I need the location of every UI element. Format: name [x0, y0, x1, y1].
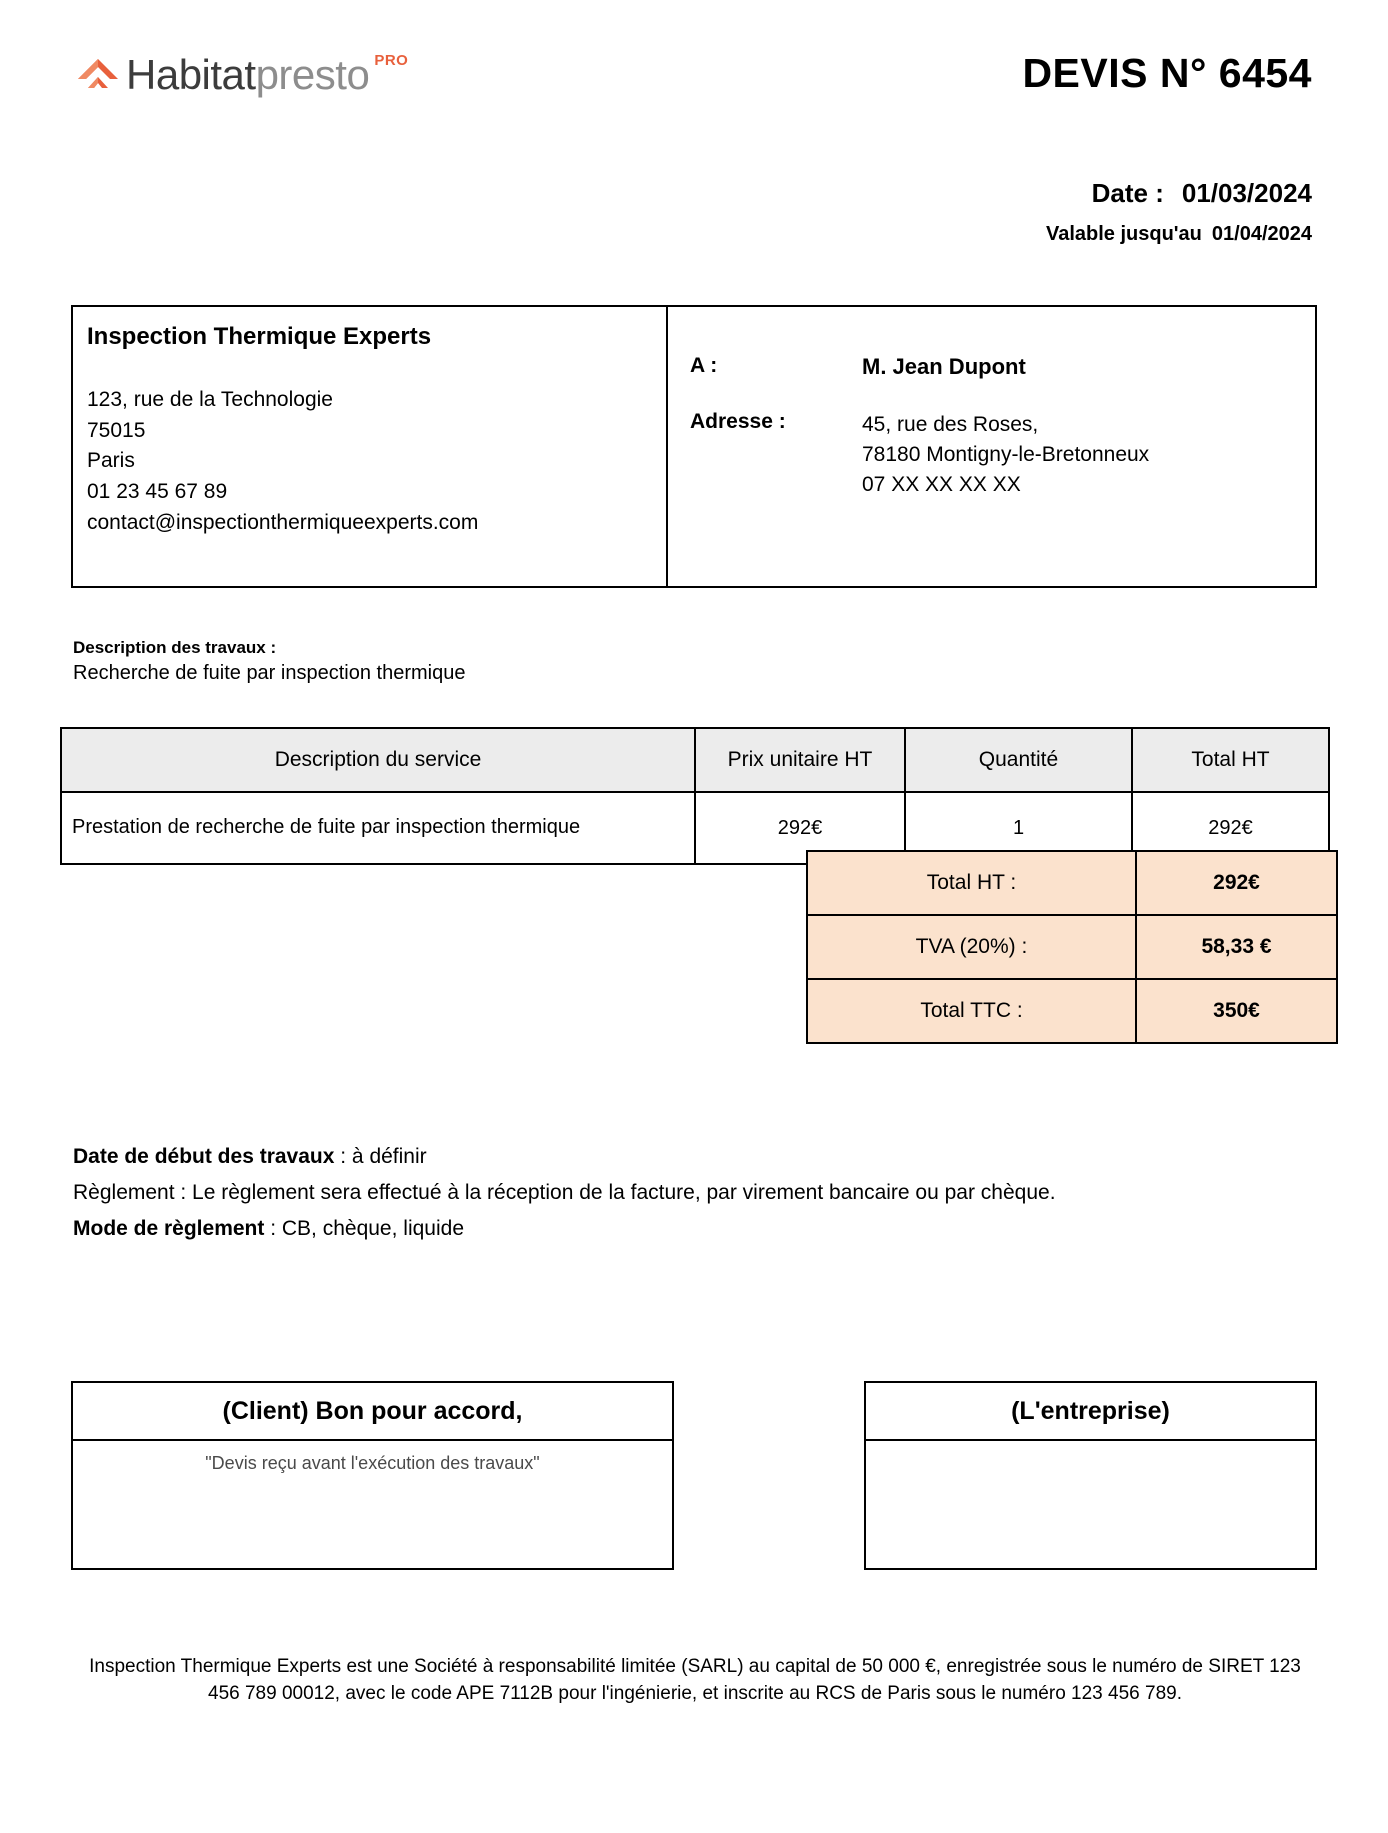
tva-row: [807, 915, 1337, 979]
client-signature-box[interactable]: [71, 1381, 674, 1570]
total-ht-label: Total HT :: [807, 851, 1136, 915]
client-phone: 07 XX XX XX XX: [862, 472, 1021, 496]
legal-footer: Inspection Thermique Experts est une Société à responsabilité limitée (SARL) au capital de 50 000 €, enregistrée sous le numéro de SIRET 123 456 789 00012, avec le code APE 7112B pour l'ingénierie, et inscrite au RCS de Paris sous le numéro 123 456 789.: [89, 1656, 1301, 1704]
habitatpresto-logo: [76, 44, 408, 106]
client-info-block: [668, 307, 1315, 586]
logo-text-presto: presto: [255, 51, 370, 98]
logo-wordmark: [126, 51, 370, 98]
total-ttc-label: Total TTC :: [807, 979, 1136, 1043]
valid-until-value: 01/04/2024: [1211, 223, 1312, 245]
client-address-row: [690, 410, 1301, 499]
company-signature-box[interactable]: [864, 1381, 1317, 1570]
client-to-label: A :: [690, 354, 718, 377]
house-chevron-icon: [76, 53, 120, 97]
total-ht-row: [807, 851, 1337, 915]
valid-until-label: Valable jusqu'au: [1045, 223, 1202, 245]
row-description: Prestation de recherche de fuite par inspection thermique: [61, 792, 695, 864]
page-title: DEVIS N° 6454: [1022, 50, 1312, 96]
company-signature-area: [866, 1441, 1315, 1582]
payment-line: Règlement : Le règlement sera effectué à la réception de la facture, par virement bancaire ou par chèque.: [73, 1181, 1056, 1205]
service-table: [60, 727, 1330, 865]
header-unit-price: Prix unitaire HT: [695, 728, 905, 792]
start-date-label: Date de début des travaux: [73, 1145, 335, 1168]
total-ht-value: 292€: [1136, 851, 1337, 915]
logo-pro-badge: PRO: [374, 52, 409, 69]
company-address-line1: 123, rue de la Technologie: [87, 388, 333, 411]
client-address-values: [862, 410, 1149, 499]
company-email: contact@inspectionthermiqueexperts.com: [87, 510, 479, 534]
quote-date-value: 01/03/2024: [1181, 178, 1312, 208]
header-description: Description du service: [61, 728, 695, 792]
total-ttc-value: 350€: [1136, 979, 1337, 1043]
totals-table: [806, 850, 1338, 1044]
company-city: Paris: [87, 449, 135, 473]
company-postal-code: 75015: [87, 418, 146, 442]
client-address-label: Adresse :: [690, 410, 786, 433]
logo-text-habitat: Habitat: [126, 51, 256, 98]
tva-label: TVA (20%) :: [807, 915, 1136, 979]
valid-until-row: [912, 223, 1312, 246]
client-address-line1: 45, rue des Roses,: [862, 413, 1039, 436]
client-name-row: [690, 354, 1301, 380]
parties-box: [71, 305, 1317, 588]
payment-mode-line: [73, 1215, 1323, 1243]
start-date-value: : à définir: [334, 1145, 427, 1168]
company-info-block: [73, 307, 668, 586]
company-phone: 01 23 45 67 89: [87, 479, 228, 503]
tva-value: 58,33 €: [1136, 915, 1337, 979]
works-description-text: Recherche de fuite par inspection thermique: [73, 662, 466, 684]
document-header: [0, 44, 1388, 114]
quote-date-row: [912, 178, 1312, 209]
header-total-ht: Total HT: [1132, 728, 1329, 792]
payment-mode-label: Mode de règlement: [73, 1217, 265, 1241]
row-quantity: 1: [905, 792, 1132, 864]
header-quantity: Quantité: [905, 728, 1132, 792]
company-name: Inspection Thermique Experts: [87, 323, 432, 350]
client-name-value: M. Jean Dupont: [862, 354, 1026, 379]
service-table-header-row: [61, 728, 1329, 792]
client-signature-title: (Client) Bon pour accord,: [73, 1383, 672, 1441]
client-address-line2: 78180 Montigny-le-Bretonneux: [862, 442, 1150, 466]
works-description-title: Description des travaux :: [73, 638, 277, 657]
works-description: [73, 638, 465, 685]
total-ttc-row: [807, 979, 1337, 1043]
date-block: [912, 178, 1312, 246]
row-total: 292€: [1132, 792, 1329, 864]
quote-date-label: Date :: [1091, 178, 1164, 208]
company-signature-title: (L'entreprise): [866, 1383, 1315, 1441]
client-signature-note: "Devis reçu avant l'exécution des travaux": [205, 1453, 540, 1473]
payment-mode-value: : CB, chèque, liquide: [264, 1217, 464, 1241]
row-unit-price: 292€: [695, 792, 905, 864]
payment-terms: [73, 1143, 1323, 1251]
start-date-line: [73, 1143, 1323, 1171]
